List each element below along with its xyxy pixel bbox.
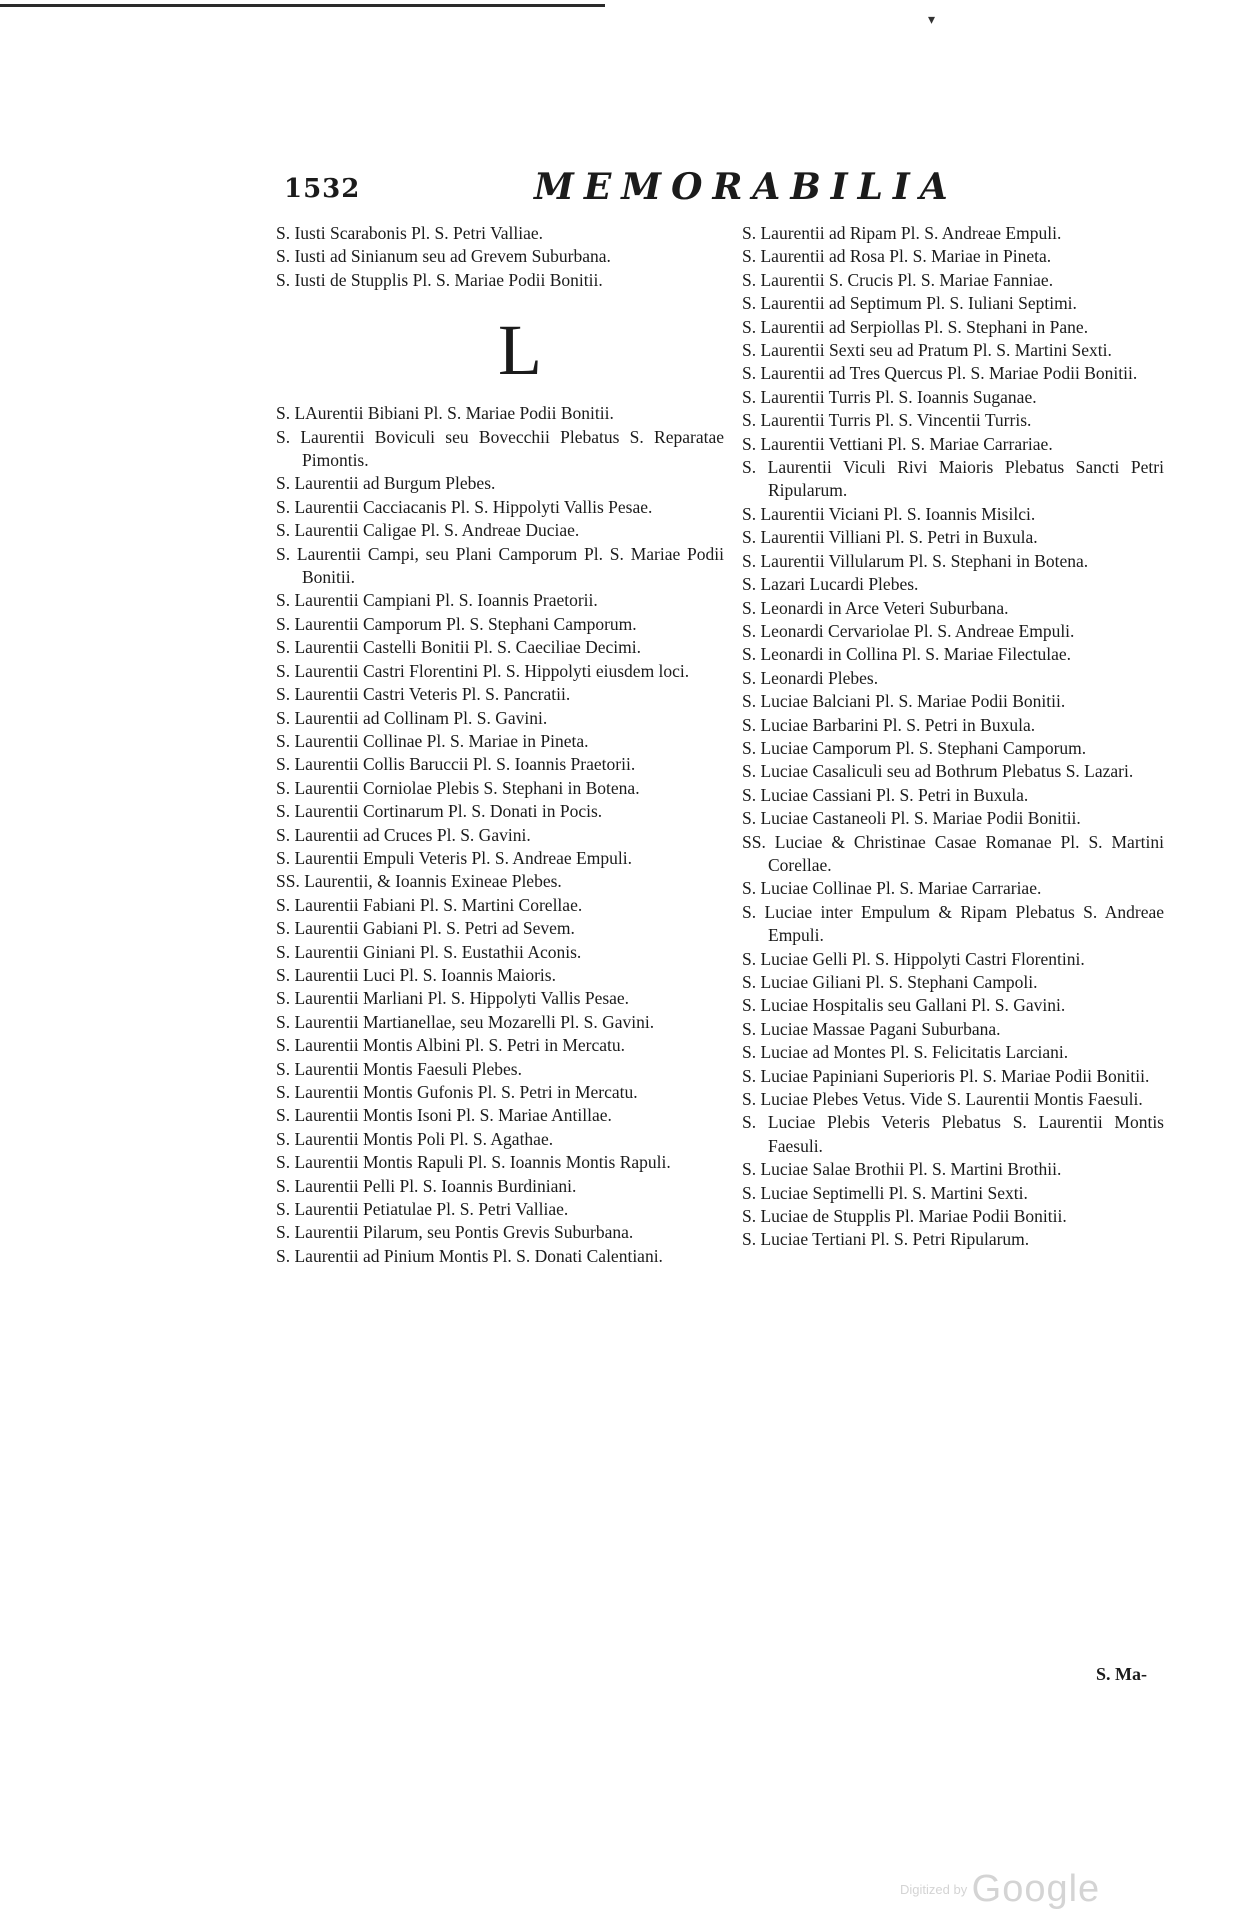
index-entry: S. Laurentii Petiatulae Pl. S. Petri Valliae. xyxy=(276,1199,569,1220)
running-title: MEMORABILIA xyxy=(534,166,958,208)
index-entry: S. Laurentii Corniolae Plebis S. Stephani in Botena. xyxy=(276,777,640,798)
index-entry: S. Laurentii Cacciacanis Pl. S. Hippolyti Vallis Pesae. xyxy=(276,496,653,517)
index-entry: S. Laurentii ad Collinam Pl. S. Gavini. xyxy=(276,707,548,728)
index-entry: S. Laurentii ad Rosa Pl. S. Mariae in Pineta. xyxy=(742,246,1052,267)
index-entry: S. Lazari Lucardi Plebes. xyxy=(742,574,919,595)
index-entry: S. Laurentii ad Cruces Pl. S. Gavini. xyxy=(276,824,531,845)
index-entry: S. Luciae Septimelli Pl. S. Martini Sexti. xyxy=(742,1182,1028,1203)
index-entry: S. Luciae ad Montes Pl. S. Felicitatis Larciani. xyxy=(742,1042,1069,1063)
digitized-watermark xyxy=(900,1868,1100,1911)
catchword: S. Ma- xyxy=(1096,1664,1147,1684)
index-entry: S. Leonardi Plebes. xyxy=(742,667,879,688)
index-entry: S. Laurentii Castelli Bonitii Pl. S. Caeciliae Decimi. xyxy=(276,637,642,658)
index-entry: S. Laurentii Empuli Veteris Pl. S. Andreae Empuli. xyxy=(276,847,632,868)
index-entry: S. LAurentii Bibiani Pl. S. Mariae Podii Bonitii. xyxy=(276,403,614,424)
index-entry: S. Laurentii Viculi Rivi Maioris Plebatus Sancti Petri Ripularum. xyxy=(742,457,1164,501)
index-entry: S. Laurentii Fabiani Pl. S. Martini Corellae. xyxy=(276,894,583,915)
index-entry: S. Luciae Massae Pagani Suburbana. xyxy=(742,1018,1001,1039)
index-entry: S. Laurentii Montis Faesuli Plebes. xyxy=(276,1058,522,1079)
index-entry: S. Laurentii ad Ripam Pl. S. Andreae Empuli. xyxy=(742,223,1062,243)
left-entries-after xyxy=(276,402,724,1268)
index-entry: S. Luciae Plebis Veteris Plebatus S. Laurentii Montis Faesuli. xyxy=(742,1112,1164,1156)
right-entries xyxy=(742,222,1164,1252)
index-entry: S. Luciae Giliani Pl. S. Stephani Campoli. xyxy=(742,972,1038,992)
index-entry: S. Laurentii Sexti seu ad Pratum Pl. S. Martini Sexti. xyxy=(742,340,1112,361)
index-entry: S. Laurentii Turris Pl. S. Ioannis Suganae. xyxy=(742,386,1037,407)
index-entry: S. Laurentii Viciani Pl. S. Ioannis Misilci. xyxy=(742,503,1036,524)
index-entry: S. Laurentii Castri Florentini Pl. S. Hippolyti eiusdem loci. xyxy=(276,660,690,681)
index-entry: S. Luciae de Stupplis Pl. Mariae Podii Bonitii. xyxy=(742,1206,1067,1227)
watermark-prefix: Digitized by xyxy=(900,1882,968,1897)
index-entry: S. Luciae Barbarini Pl. S. Petri in Buxula. xyxy=(742,714,1036,735)
index-entry: S. Luciae Castaneoli Pl. S. Mariae Podii Bonitii. xyxy=(742,808,1081,829)
index-entry: S. Laurentii Boviculi seu Bovecchii Plebatus S. Reparatae Pimontis. xyxy=(276,426,724,471)
index-entry: S. Laurentii S. Crucis Pl. S. Mariae Fanniae. xyxy=(742,269,1054,290)
index-entry: S. Luciae Papiniani Superioris Pl. S. Mariae Podii Bonitii. xyxy=(742,1065,1150,1086)
index-entry: S. Luciae Hospitalis seu Gallani Pl. S. Gavini. xyxy=(742,995,1066,1016)
index-entry: S. Laurentii Martianellae, seu Mozarelli Pl. S. Gavini. xyxy=(276,1011,655,1032)
index-entry: S. Iusti de Stupplis Pl. S. Mariae Podii Bonitii. xyxy=(276,269,603,290)
index-entry: S. Laurentii Gabiani Pl. S. Petri ad Sevem. xyxy=(276,918,575,939)
index-entry: S. Laurentii Vettiani Pl. S. Mariae Carrariae. xyxy=(742,433,1053,454)
index-entry: S. Leonardi in Collina Pl. S. Mariae Filectulae. xyxy=(742,644,1072,665)
left-column xyxy=(276,222,724,1268)
index-entry: S. Laurentii Montis Rapuli Pl. S. Ioannis Montis Rapuli. xyxy=(276,1152,671,1173)
index-entry: S. Laurentii Turris Pl. S. Vincentii Turris. xyxy=(742,410,1032,431)
index-entry: S. Laurentii Montis Gufonis Pl. S. Petri in Mercatu. xyxy=(276,1082,638,1102)
index-entry: S. Luciae Salae Brothii Pl. S. Martini Brothii. xyxy=(742,1159,1062,1180)
section-letter: L xyxy=(498,310,542,391)
index-entry: S. Laurentii Pelli Pl. S. Ioannis Burdiniani. xyxy=(276,1175,577,1196)
page-number: 1532 xyxy=(284,174,361,204)
index-entry: S. Laurentii Campiani Pl. S. Ioannis Praetorii. xyxy=(276,590,598,611)
index-entry: S. Luciae Cassiani Pl. S. Petri in Buxula. xyxy=(742,784,1029,805)
index-entry: S. Luciae inter Empulum & Ripam Plebatus S. Andreae Empuli. xyxy=(742,901,1164,946)
index-entry: S. Laurentii Pilarum, seu Pontis Grevis Suburbana. xyxy=(276,1222,634,1243)
index-entry: S. Laurentii ad Serpiollas Pl. S. Stephani in Pane. xyxy=(742,316,1089,337)
index-entry: S. Luciae Tertiani Pl. S. Petri Ripularum. xyxy=(742,1229,1030,1250)
index-entry: S. Leonardi in Arce Veteri Suburbana. xyxy=(742,597,1009,618)
index-entry: S. Laurentii ad Septimum Pl. S. Iuliani Septimi. xyxy=(742,293,1077,314)
index-entry: S. Luciae Camporum Pl. S. Stephani Camporum. xyxy=(742,737,1087,758)
index-entry: S. Iusti Scarabonis Pl. S. Petri Valliae. xyxy=(276,223,544,243)
index-entry: S. Laurentii Montis Poli Pl. S. Agathae. xyxy=(276,1128,554,1149)
index-entry: S. Laurentii Collinae Pl. S. Mariae in Pineta. xyxy=(276,730,589,751)
index-entry: S. Laurentii Camporum Pl. S. Stephani Camporum. xyxy=(276,613,637,634)
index-entry: S. Laurentii Villiani Pl. S. Petri in Buxula. xyxy=(742,527,1038,548)
page-header xyxy=(284,166,1152,212)
index-entry: S. Laurentii ad Pinium Montis Pl. S. Donati Calentiani. xyxy=(276,1245,663,1266)
index-entry: S. Luciae Casaliculi seu ad Bothrum Plebatus S. Lazari. xyxy=(742,761,1134,782)
index-entry: S. Laurentii Castri Veteris Pl. S. Pancratii. xyxy=(276,684,571,705)
index-entry: S. Laurentii Cortinarum Pl. S. Donati in Pocis. xyxy=(276,801,603,822)
index-entry: S. Laurentii Luci Pl. S. Ioannis Maioris. xyxy=(276,964,556,985)
index-entry: S. Laurentii Montis Albini Pl. S. Petri in Mercatu. xyxy=(276,1035,626,1056)
top-edge-mark: ▾ xyxy=(928,12,936,28)
index-entry: SS. Luciae & Christinae Casae Romanae Pl. S. Martini Corellae. xyxy=(742,831,1164,875)
index-entry: S. Laurentii ad Tres Quercus Pl. S. Mariae Podii Bonitii. xyxy=(742,363,1138,384)
index-entry: S. Laurentii Giniani Pl. S. Eustathii Aconis. xyxy=(276,941,582,962)
left-entries-before xyxy=(276,222,724,292)
index-entry: S. Laurentii Collis Baruccii Pl. S. Ioannis Praetorii. xyxy=(276,754,636,775)
index-entry: S. Iusti ad Sinianum seu ad Grevem Suburbana. xyxy=(276,246,611,267)
index-entry: S. Luciae Plebes Vetus. Vide S. Laurentii Montis Faesuli. xyxy=(742,1089,1143,1110)
right-column xyxy=(742,222,1164,1252)
index-entry: S. Laurentii Caligae Pl. S. Andreae Duciae. xyxy=(276,520,580,541)
index-entry: S. Luciae Gelli Pl. S. Hippolyti Castri Florentini. xyxy=(742,948,1085,969)
top-edge-rule xyxy=(0,4,605,7)
index-entry: S. Laurentii ad Burgum Plebes. xyxy=(276,473,496,494)
index-entry: SS. Laurentii, & Ioannis Exineae Plebes. xyxy=(276,871,562,892)
index-entry: S. Laurentii Montis Isoni Pl. S. Mariae Antillae. xyxy=(276,1105,612,1126)
index-entry: S. Laurentii Campi, seu Plani Camporum Pl. S. Mariae Podii Bonitii. xyxy=(276,543,724,588)
watermark-brand: Google xyxy=(971,1868,1101,1910)
index-entry: S. Laurentii Villularum Pl. S. Stephani in Botena. xyxy=(742,550,1089,571)
index-entry: S. Leonardi Cervariolae Pl. S. Andreae Empuli. xyxy=(742,620,1075,641)
index-entry: S. Laurentii Marliani Pl. S. Hippolyti Vallis Pesae. xyxy=(276,988,630,1009)
index-entry: S. Luciae Collinae Pl. S. Mariae Carrariae. xyxy=(742,878,1042,899)
index-entry: S. Luciae Balciani Pl. S. Mariae Podii Bonitii. xyxy=(742,691,1066,712)
